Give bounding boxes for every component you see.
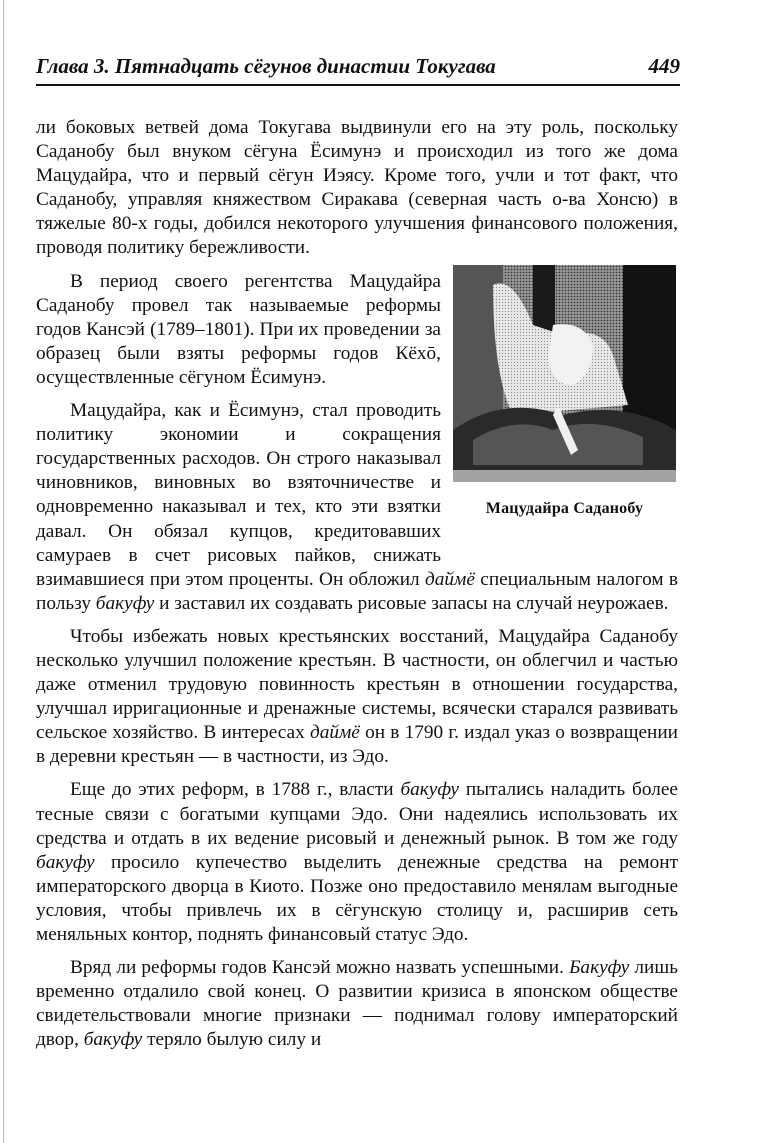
paragraph-6-text-b: лишь временно отдалило свой конец. О развитии кризиса в японском обществе свидетельствовали многие признаки — поднимал голову императорский двор,	[36, 957, 678, 1051]
page-gutter-line	[3, 0, 4, 1143]
page-number: 449	[648, 54, 680, 78]
paragraph-4-text-b: он в 1790 г. издал указ о возвращении в деревни крестьян — в частности, из Эдо.	[36, 722, 678, 768]
paragraph-5-text: Еще до этих реформ, в 1788 г., власти	[70, 779, 401, 801]
paragraph-4-text: Чтобы избежать новых крестьянских восстаний, Мацудайра Саданобу несколько улучшил положение крестьян. В частности, он облегчил и частью даже отменил трудовую повинность крестьян в отношении государства, улучшал ирригационные и дренажные системы, всячески старался развивать сельское хозяйство. В интересах	[36, 625, 678, 744]
paragraph-3-text-b: специальным налогом в пользу	[36, 568, 679, 614]
paragraph-1	[36, 116, 678, 261]
term-bakufu: бакуфу	[400, 779, 459, 801]
paragraph-4	[36, 625, 678, 770]
paragraph-3-text-c: и заставил их создавать рисовые запасы на случай неурожаев.	[154, 592, 669, 614]
portrait-photo	[453, 265, 676, 482]
term-daimyo: даймё	[425, 568, 475, 590]
paragraph-6-text: Вряд ли реформы годов Кансэй можно назвать успешными.	[70, 957, 570, 979]
term-bakufu: бакуфу	[95, 592, 155, 614]
paragraph-3-text: Мацудайра, как и Ёсимунэ, стал проводить политику экономии и сокращения государственных расходов. Он строго наказывал чиновников, виновных во взяточничестве и одновременно наказывал и тех, кто эти взятки давал. Он обязал купцов, кредитовавших самураев в счет рисовых пайков, снижать взимавшиеся при этом проценты. Он обложил	[36, 400, 441, 590]
paragraph-1-text: ли боковых ветвей дома Токугава выдвинули его на эту роль, поскольку Саданобу был внуком сёгуна Ёсимунэ и происходил из того же дома Мацудайра, что и первый сёгун Иэясу. Кроме того, учли и тот факт, что Саданобу, управляя княжеством Сиракава (северная часть о-ва Хонсю) в тяжелые 80-х годы, добился некоторого улучшения финансового положения, проводя политику бережливости.	[36, 117, 678, 259]
paragraph-5-text-c: просило купечество выделить денежные средства на ремонт императорского дворца в Киото. Позже оно предоставило менялам выгодные условия, чтобы привлечь их в сёгунскую столицу и, расширив сеть меняльных контор, поднять финансовый статус Эдо.	[36, 851, 678, 945]
running-header	[36, 50, 680, 86]
body-text	[36, 116, 678, 1052]
chapter-title: Глава 3. Пятнадцать сёгунов династии Токугава	[36, 54, 496, 78]
term-daimyo: даймё	[309, 722, 360, 744]
paragraph-2-text: В период своего регентства Мацудайра Саданобу провел так называемые реформы годов Кансэй (1789–1801). При их проведении за образец были взяты реформы годов Кёхō, осуществленные сёгуном Ёсимунэ.	[36, 270, 441, 388]
paragraph-5	[36, 778, 678, 947]
term-bakufu: бакуфу	[36, 851, 95, 873]
term-bakufu: бакуфу	[83, 1029, 143, 1051]
paragraph-5-text-b: пытались наладить более тесные связи с богатыми купцами Эдо. Они надеялись использовать их средства и отдать в их ведение рисовый и денежный рынок. В том же году	[36, 779, 678, 849]
portrait-caption: Мацудайра Саданобу	[485, 499, 644, 517]
portrait-image	[453, 265, 676, 482]
portrait-figure	[451, 265, 678, 544]
term-bakufu: Бакуфу	[569, 957, 630, 979]
paragraph-6-text-c: теряло былую силу и	[142, 1029, 322, 1051]
paragraph-6	[36, 956, 678, 1052]
